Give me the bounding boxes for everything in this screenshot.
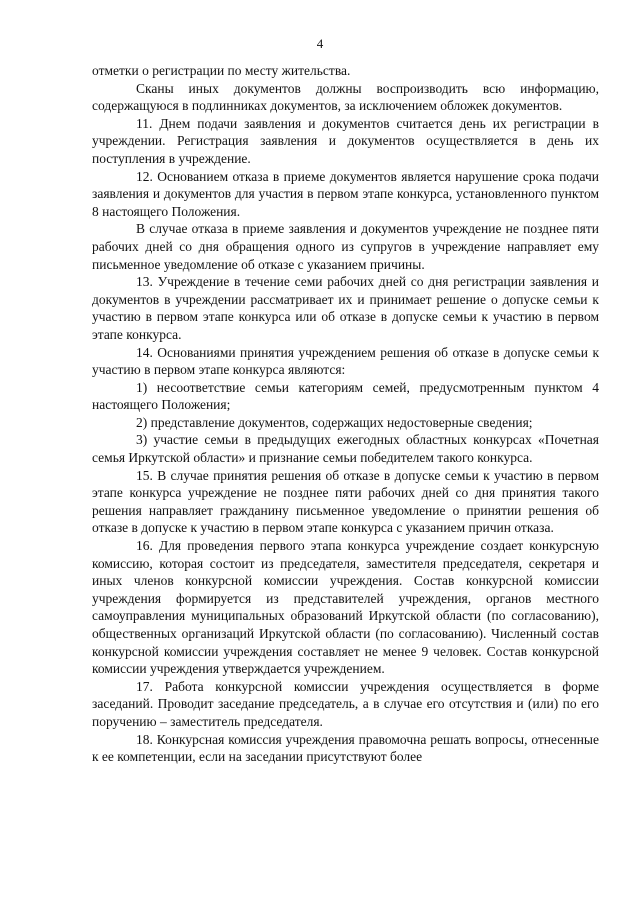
paragraph-item-13: 13. Учреждение в течение семи рабочих дней со дня регистрации заявления и документов в учреждении рассматривает их и принимает решение о допуске семьи к участию в первом этапе конкурса или об отказе в допуске семьи к участию в первом этапе конкурса. [92, 274, 599, 342]
paragraph-item-14: 14. Основаниями принятия учреждением решения об отказе в допуске семьи к участию в первом этапе конкурса являются: [92, 344, 599, 378]
document-body [92, 62, 599, 766]
paragraph-item-15: 15. В случае принятия решения об отказе в допуске семьи к участию в первом этапе конкурса учреждение не позднее пяти рабочих дней со дня принятия такого решения направляет гражданину письменное уведомление о принятии решения об отказе в допуске к участию в первом этапе конкурса с указанием причин отказа. [92, 467, 599, 536]
paragraph-item-18: 18. Конкурсная комиссия учреждения правомочна решать вопросы, отнесенные к ее компетенции, если на заседании присутствуют более [92, 731, 599, 765]
paragraph-item-16: 16. Для проведения первого этапа конкурса учреждение создает конкурсную комиссию, которая состоит из председателя, заместителя председателя, секретаря и иных членов конкурсной комиссии учреждения. Состав конкурсной комиссии учреждения формируется из представителей учреждения, органов местного самоуправления муниципальных образований Иркутской области (по согласованию), общественных организаций Иркутской области (по согласованию). Численный состав конкурсной комиссии учреждения составляет не менее 9 человек. Состав конкурсной комиссии учреждения утверждается учреждением. [92, 538, 599, 677]
paragraph-item-17: 17. Работа конкурсной комиссии учреждения осуществляется в форме заседаний. Проводит заседание председатель, а в случае его отсутствия и (или) по его поручению – заместитель председателя. [92, 678, 599, 729]
list-item-3: 3) участие семьи в предыдущих ежегодных областных конкурсах «Почетная семья Иркутской области» и признание семьи победителем такого конкурса. [92, 432, 599, 466]
paragraph-item-11: 11. Днем подачи заявления и документов считается день их регистрации в учреждении. Регистрация заявления и документов осуществляется в день их поступления в учреждение. [92, 115, 599, 166]
page-number: 4 [316, 36, 324, 51]
paragraph-continuation: отметки о регистрации по месту жительства. [92, 63, 351, 78]
list-item-1: 1) несоответствие семьи категориям семей, предусмотренным пунктом 4 настоящего Положения; [92, 379, 599, 413]
paragraph-item-12: 12. Основанием отказа в приеме документов является нарушение срока подачи заявления и документов для участия в первом этапе конкурса, установленного пунктом 8 настоящего Положения. [92, 168, 599, 219]
paragraph-refusal-notice: В случае отказа в приеме заявления и документов учреждение не позднее пяти рабочих дней со дня обращения одного из супругов в учреждение направляет ему письменное уведомление об отказе с указанием причины. [92, 221, 599, 272]
list-item-2: 2) представление документов, содержащих недостоверные сведения; [136, 414, 533, 430]
paragraph-scans: Сканы иных документов должны воспроизводить всю информацию, содержащуюся в подлинниках документов, за исключением обложек документов. [92, 80, 599, 114]
